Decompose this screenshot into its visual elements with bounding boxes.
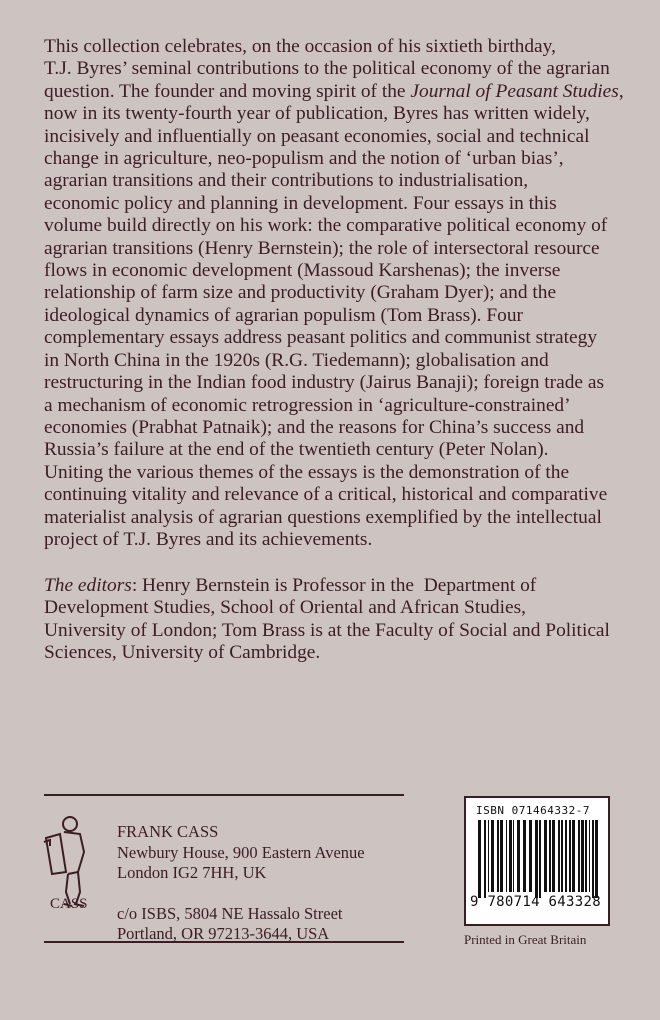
barcode-bar [517, 820, 520, 892]
editors-paragraph [44, 575, 610, 665]
barcode-bar [491, 820, 494, 892]
blurb-line: This collection celebrates, on the occasion of his sixtieth birthday, [44, 36, 556, 57]
blurb-line: project of T.J. Byres and its achievements. [44, 528, 373, 550]
blurb-line [44, 81, 624, 103]
blurb-line: restructuring in the Indian food industry (Jairus Banaji); foreign trade as [44, 372, 605, 394]
editors-line [44, 575, 610, 597]
address-line: Newbury House, 900 Eastern Avenue [117, 842, 365, 862]
blurb-line: continuing vitality and relevance of a critical, historical and comparative [44, 484, 608, 506]
logo-text: CASS [50, 896, 88, 912]
isbn-label: ISBN 071464332-7 [476, 804, 590, 817]
barcode-bar [549, 820, 551, 892]
barcode-bar [506, 820, 507, 892]
editors-text: : Henry Bernstein is Professor in the Department of [131, 575, 537, 596]
blurb-line: economies (Prabhat Patnaik); and the reasons for China’s success and [44, 416, 585, 438]
barcode [464, 796, 610, 926]
publisher-name: FRANK CASS [117, 822, 219, 841]
blurb-line: now in its twenty-fourth year of publication, Byres has written widely, [44, 103, 590, 125]
blurb-text: , [618, 80, 624, 102]
barcode-bar [539, 820, 541, 898]
barcode-bar [535, 820, 538, 898]
ean-digits: 9 780714 643328 [470, 894, 601, 910]
editors-line: University of London; Tom Brass is at the Faculty of Social and Political [44, 619, 610, 641]
barcode-bar [572, 820, 575, 892]
barcode-bar [552, 820, 555, 892]
blurb-line: flows in economic development (Massoud Karshenas); the inverse [44, 260, 561, 282]
barcode-bar [484, 820, 486, 898]
blurb-line: materialist analysis of agrarian questions exemplified by the intellectual [44, 506, 602, 528]
editors-label: The editors [44, 575, 132, 596]
barcode-bar [569, 820, 571, 892]
blurb-text: question. The founder and moving spirit of the [44, 80, 411, 102]
barcode-bar [578, 820, 580, 892]
barcode-bar [565, 820, 567, 892]
blurb-line: volume build directly on his work: the comparative political economy of [44, 215, 608, 237]
blurb-paragraph [44, 36, 624, 551]
blurb-line: change in agriculture, neo-populism and the notion of ‘urban bias’, [44, 148, 564, 170]
address-line: London IG2 7HH, UK [117, 863, 267, 882]
barcode-bar [585, 820, 587, 892]
blurb-line: complementary essays address peasant politics and communist strategy [44, 327, 598, 349]
barcode-bars [478, 820, 598, 900]
publisher-address [117, 822, 365, 945]
barcode-bar [478, 820, 481, 898]
address-line: c/o ISBS, 5804 NE Hassalo Street [117, 903, 343, 923]
blurb-line: in North China in the 1920s (R.G. Tiedemann); globalisation and [44, 349, 549, 371]
editors-line: Sciences, University of Cambridge. [44, 642, 321, 664]
blurb-line: incisively and influentially on peasant economies, social and technical [44, 125, 590, 147]
barcode-bar [488, 820, 489, 892]
barcode-bar [513, 820, 514, 892]
blurb-line: economic policy and planning in development. Four essays in this [44, 192, 557, 214]
barcode-bar [529, 820, 532, 892]
blurb-line: relationship of farm size and productivity (Graham Dyer); and the [44, 282, 557, 304]
barcode-bar [581, 820, 584, 892]
barcode-bar [500, 820, 503, 892]
barcode-bar [558, 820, 560, 892]
barcode-bar [497, 820, 499, 892]
barcode-bar [544, 820, 547, 892]
barcode-bar [561, 820, 563, 892]
blurb-line: a mechanism of economic retrogression in ‘agriculture-constrained’ [44, 394, 571, 416]
editors-line: Development Studies, School of Oriental and African Studies, [44, 597, 526, 619]
barcode-bar [509, 820, 512, 892]
blurb-line: Uniting the various themes of the essays is the demonstration of the [44, 461, 570, 483]
blurb-line: agrarian transitions and their contributions to industrialisation, [44, 170, 529, 192]
divider-top [44, 794, 404, 796]
blurb-line: agrarian transitions (Henry Bernstein); the role of intersectoral resource [44, 237, 600, 259]
address-line: Portland, OR 97213-3644, USA [117, 924, 330, 943]
barcode-bar [589, 820, 590, 892]
blurb-line: T.J. Byres’ seminal contributions to the political economy of the agrarian [44, 58, 610, 80]
blurb-line: ideological dynamics of agrarian populism (Tom Brass). Four [44, 304, 523, 326]
blurb-line: Russia’s failure at the end of the twentieth century (Peter Nolan). [44, 439, 549, 461]
printed-in: Printed in Great Britain [464, 932, 587, 947]
barcode-bar [592, 820, 594, 898]
barcode-bar [595, 820, 598, 898]
barcode-bar [523, 820, 526, 892]
journal-title: Journal of Peasant Studies [410, 80, 619, 102]
